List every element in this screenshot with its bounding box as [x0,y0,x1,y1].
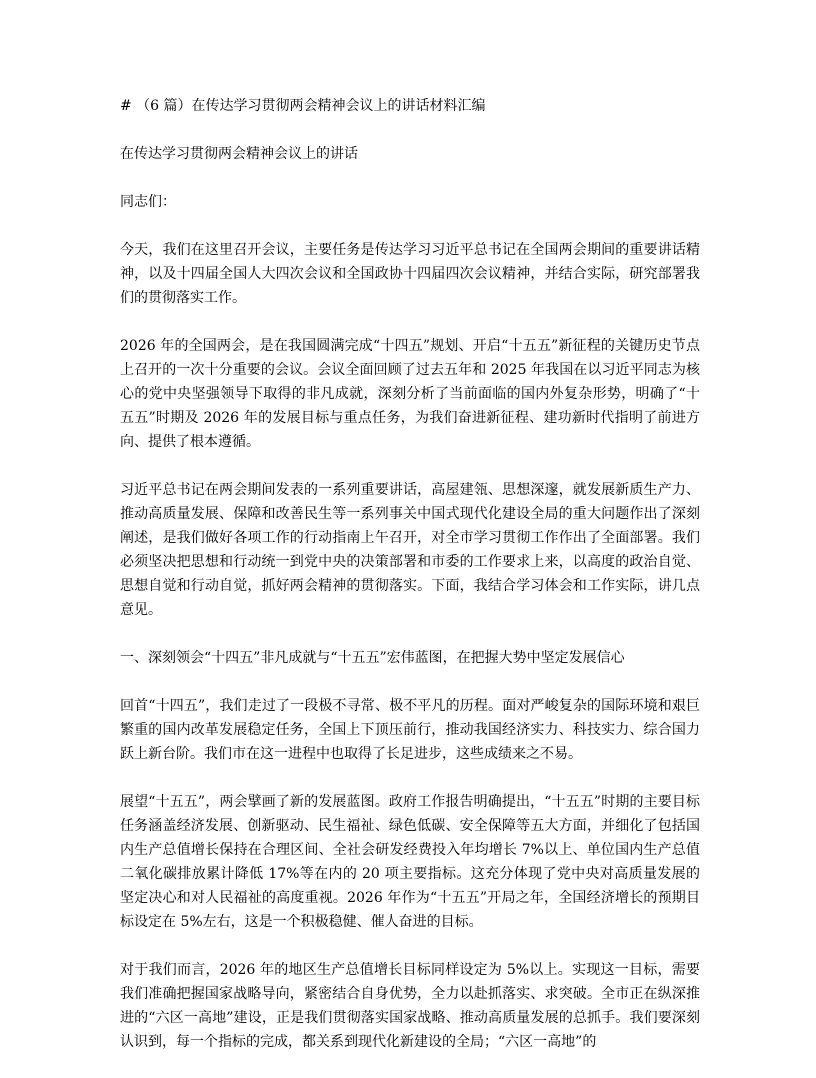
paragraph-speech-summary: 习近平总书记在两会期间发表的一系列重要讲话，高屋建瓴、思想深邃，就发展新质生产力、推动高质量发展、保障和改善民生等一系列事关中国式现代化建设全局的重大问题作出了深刻阐述，是我们做好各项工作的行动指南上午召开，对全市学习贯彻工作作出了全面部署。我们必须坚决把思想和行动统一到党中央的决策部署和市委的工作要求上来，以高度的政治自觉、思想自觉和行动自觉，抓好两会精神的贯彻落实。下面，我结合学习体会和工作实际，讲几点意见。 [120,482,700,618]
paragraph-review: 回首“十四五”，我们走过了一段极不寻常、极不平凡的历程。面对严峻复杂的国际环境和艰巨繁重的国内改革发展稳定任务，全国上下顶压前行，推动我国经济实力、科技实力、综合国力跃上新台阶。我们市在这一进程中也取得了长足进步，这些成绩来之不易。 [120,698,700,762]
speech-title: 在传达学习贯彻两会精神会议上的讲话 [120,146,358,162]
document-body [120,94,700,1078]
paragraph-outlook: 展望“十五五”，两会擘画了新的发展蓝图。政府工作报告明确提出，“十五五”时期的主要目标任务涵盖经济发展、创新驱动、民生福祉、绿色低碳、安全保障等五大方面，并细化了包括国内生产总值增长保持在合理区间、全社会研发经费投入年均增长 7%以上、单位国内生产总值二氧化碳排放累计降低 17%等在内的 20 项主要指标。这充分体现了党中央对高质量发展的坚定决心和对人民福祉的高度重视。2026 年作为“十五五”开局之年，全国经济增长的预期目标设定在 5%左右，这是一个积极稳健、催人奋进的目标。 [120,794,700,930]
document-heading: # （6 篇）在传达学习贯彻两会精神会议上的讲话材料汇编 [120,98,486,114]
paragraph-two-sessions: 2026 年的全国两会，是在我国圆满完成“十四五”规划、开启“十五五”新征程的关键历史节点上召开的一次十分重要的会议。会议全面回顾了过去五年和 2025 年我国在以习近平同志为核心的党中央坚强领导下取得的非凡成就，深刻分析了当前面临的国内外复杂形势，明确了“十五五”时期及 2026 年的发展目标与重点任务，为我们奋进新征程、建功新时代指明了前进方向、提供了根本遵循。 [120,338,700,450]
salutation: 同志们： [120,194,176,210]
section-one-title: 一、深刻领会“十四五”非凡成就与“十五五”宏伟蓝图，在把握大势中坚定发展信心 [120,650,625,666]
paragraph-local-goal: 对于我们而言，2026 年的地区生产总值增长目标同样设定为 5%以上。实现这一目标，需要我们准确把握国家战略导向，紧密结合自身优势，全力以赴抓落实、求突破。全市正在纵深推进的“六区一高地”建设，正是我们贯彻落实国家战略、推动高质量发展的总抓手。我们要深刻认识到，每一个指标的完成，都关系到现代化新建设的全局；“六区一高地”的 [120,962,700,1050]
paragraph-intro: 今天，我们在这里召开会议，主要任务是传达学习习近平总书记在全国两会期间的重要讲话精神，以及十四届全国人大四次会议和全国政协十四届四次会议精神，并结合实际，研究部署我们的贯彻落实工作。 [120,242,700,306]
